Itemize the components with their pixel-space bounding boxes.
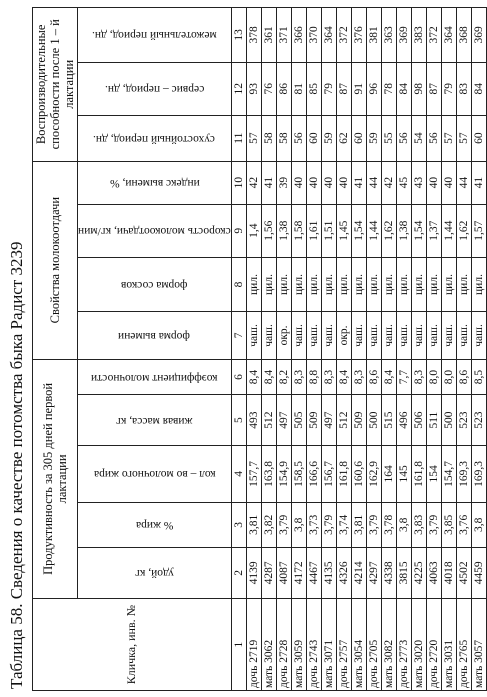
table-cell: чаш.: [411, 312, 426, 359]
table-row: [306, 8, 321, 691]
table-cell: 1,61: [306, 204, 321, 257]
table-cell: 84: [471, 62, 486, 115]
column-header: [78, 547, 232, 599]
table-cell: 58: [261, 115, 276, 161]
table-cell: 98: [411, 62, 426, 115]
table-cell: 496: [396, 395, 411, 445]
table-cell: 368: [456, 8, 471, 63]
table-cell: 161,8: [411, 445, 426, 502]
animal-name-cell: мать 3062: [261, 599, 276, 691]
table-cell: 8,0: [426, 359, 441, 395]
table-cell: 43: [411, 161, 426, 204]
animal-name-cell: мать 3054: [351, 599, 366, 691]
table-cell: цил.: [246, 257, 261, 312]
table-cell: 169,3: [456, 445, 471, 502]
table-cell: 8,4: [381, 359, 396, 395]
table-cell: 3815: [396, 547, 411, 599]
table-cell: 4135: [321, 547, 336, 599]
table-cell: 8,4: [261, 359, 276, 395]
table-cell: 8,4: [336, 359, 351, 395]
table-cell: 383: [411, 8, 426, 63]
table-cell: цил.: [426, 257, 441, 312]
table-row: [456, 8, 471, 691]
table-cell: 500: [441, 395, 456, 445]
table-cell: 86: [276, 62, 291, 115]
table-cell: 363: [381, 8, 396, 63]
column-number: 4: [231, 445, 246, 502]
column-header: [78, 395, 232, 445]
table-cell: 8,0: [441, 359, 456, 395]
animal-name-cell: дочь 2719: [246, 599, 261, 691]
table-cell: 42: [246, 161, 261, 204]
column-header: [78, 445, 232, 502]
table-cell: 164: [381, 445, 396, 502]
table-cell: 59: [321, 115, 336, 161]
table-cell: 3,81: [246, 503, 261, 547]
table-row: [366, 8, 381, 691]
data-table: [32, 7, 487, 691]
table-cell: 1,44: [441, 204, 456, 257]
table-row: [276, 8, 291, 691]
table-cell: 57: [456, 115, 471, 161]
table-cell: 509: [351, 395, 366, 445]
table-cell: 372: [336, 8, 351, 63]
header-reproductive: Воспроизводительные способности после 1 – й лактации: [33, 8, 78, 162]
table-cell: 493: [246, 395, 261, 445]
table-cell: цил.: [366, 257, 381, 312]
table-cell: цил.: [471, 257, 486, 312]
column-header: [78, 8, 232, 63]
animal-name-cell: мать 3071: [321, 599, 336, 691]
table-row: [336, 8, 351, 691]
table-cell: 87: [336, 62, 351, 115]
table-row: [411, 8, 426, 691]
table-cell: 154,9: [276, 445, 291, 502]
table-cell: 76: [261, 62, 276, 115]
table-cell: 44: [366, 161, 381, 204]
animal-name-cell: дочь 2728: [276, 599, 291, 691]
table-cell: чаш.: [456, 312, 471, 359]
table-row: [471, 8, 486, 691]
header-milking: Свойства молокоотдачи: [33, 161, 78, 359]
table-cell: 161,8: [336, 445, 351, 502]
column-header: [78, 359, 232, 395]
table-cell: чаш.: [306, 312, 321, 359]
column-number: 8: [231, 257, 246, 312]
column-header: [78, 115, 232, 161]
table-cell: 1,62: [456, 204, 471, 257]
header-productivity: Продуктивность за 305 дней первой лактации: [33, 359, 78, 599]
table-cell: 158,5: [291, 445, 306, 502]
column-header: [78, 257, 232, 312]
column-number: 6: [231, 359, 246, 395]
table-cell: 57: [246, 115, 261, 161]
table-row: [381, 8, 396, 691]
column-header: [78, 62, 232, 115]
table-cell: 512: [336, 395, 351, 445]
table-cell: 45: [396, 161, 411, 204]
table-cell: 369: [471, 8, 486, 63]
column-number: 11: [231, 115, 246, 161]
table-cell: чаш.: [351, 312, 366, 359]
table-cell: 40: [306, 161, 321, 204]
table-cell: 512: [261, 395, 276, 445]
table-cell: 54: [411, 115, 426, 161]
column-number: 5: [231, 395, 246, 445]
table-cell: 376: [351, 8, 366, 63]
column-header-label: живая масса, кг: [116, 414, 193, 427]
table-cell: 42: [381, 161, 396, 204]
table-cell: цил.: [411, 257, 426, 312]
table-cell: 8,5: [471, 359, 486, 395]
table-cell: 364: [441, 8, 456, 63]
table-cell: 1,62: [381, 204, 396, 257]
table-cell: 60: [351, 115, 366, 161]
table-cell: 4087: [276, 547, 291, 599]
column-header-label: % жира: [135, 519, 174, 532]
table-cell: цил.: [336, 257, 351, 312]
table-cell: 96: [366, 62, 381, 115]
table-cell: 3,79: [366, 503, 381, 547]
table-cell: 156,7: [321, 445, 336, 502]
table-cell: 62: [336, 115, 351, 161]
table-cell: 366: [291, 8, 306, 63]
animal-name-cell: мать 3031: [441, 599, 456, 691]
table-cell: 4172: [291, 547, 306, 599]
column-number: 10: [231, 161, 246, 204]
table-cell: 4225: [411, 547, 426, 599]
column-header-label: удой, кг: [134, 567, 174, 580]
table-cell: цил.: [441, 257, 456, 312]
table-cell: 4287: [261, 547, 276, 599]
table-cell: 7,7: [396, 359, 411, 395]
column-header-label: кол – во молочного жира: [93, 468, 216, 481]
column-header: [78, 312, 232, 359]
table-cell: 1,44: [366, 204, 381, 257]
table-cell: 1,51: [321, 204, 336, 257]
table-cell: 85: [306, 62, 321, 115]
animal-name-cell: мать 3020: [411, 599, 426, 691]
table-cell: 58: [276, 115, 291, 161]
table-row: [246, 8, 261, 691]
table-cell: 169,3: [471, 445, 486, 502]
table-cell: чаш.: [426, 312, 441, 359]
table-cell: окр.: [276, 312, 291, 359]
table-cell: 59: [366, 115, 381, 161]
column-number: 9: [231, 204, 246, 257]
table-cell: 1,4: [246, 204, 261, 257]
table-cell: 505: [291, 395, 306, 445]
table-cell: 523: [471, 395, 486, 445]
animal-name-cell: дочь 2743: [306, 599, 321, 691]
table-cell: 56: [291, 115, 306, 161]
table-cell: 381: [366, 8, 381, 63]
table-cell: 3,8: [471, 503, 486, 547]
column-number: 1: [231, 599, 246, 691]
animal-name-cell: мать 3057: [471, 599, 486, 691]
table-cell: 4338: [381, 547, 396, 599]
table-cell: 3,82: [261, 503, 276, 547]
table-cell: 506: [411, 395, 426, 445]
table-cell: 1,37: [426, 204, 441, 257]
table-row: [261, 8, 276, 691]
table-cell: цил.: [321, 257, 336, 312]
table-cell: 523: [456, 395, 471, 445]
table-cell: окр.: [336, 312, 351, 359]
table-cell: чаш.: [291, 312, 306, 359]
table-cell: 515: [381, 395, 396, 445]
table-cell: 8,3: [351, 359, 366, 395]
table-cell: 162,9: [366, 445, 381, 502]
table-cell: 145: [396, 445, 411, 502]
animal-name-cell: дочь 2720: [426, 599, 441, 691]
table-cell: 3,81: [351, 503, 366, 547]
table-cell: 1,57: [471, 204, 486, 257]
table-cell: 1,58: [291, 204, 306, 257]
table-cell: цил.: [291, 257, 306, 312]
table-cell: 1,38: [396, 204, 411, 257]
table-cell: 3,78: [381, 503, 396, 547]
table-cell: цил.: [306, 257, 321, 312]
header-name: Кличка, инв. №: [33, 599, 232, 691]
table-cell: цил.: [261, 257, 276, 312]
table-cell: 39: [276, 161, 291, 204]
column-number: 13: [231, 8, 246, 63]
table-cell: 40: [321, 161, 336, 204]
table-cell: 8,3: [321, 359, 336, 395]
table-cell: чаш.: [471, 312, 486, 359]
column-header-label: индекс вымени, %: [109, 177, 200, 190]
table-cell: 8,8: [306, 359, 321, 395]
table-cell: 369: [396, 8, 411, 63]
table-cell: 361: [261, 8, 276, 63]
table-cell: 511: [426, 395, 441, 445]
table-cell: 84: [396, 62, 411, 115]
animal-name-cell: дочь 2757: [336, 599, 351, 691]
table-cell: 56: [426, 115, 441, 161]
table-cell: чаш.: [441, 312, 456, 359]
table-cell: 4063: [426, 547, 441, 599]
table-cell: 78: [381, 62, 396, 115]
table-cell: цил.: [396, 257, 411, 312]
table-cell: 509: [306, 395, 321, 445]
table-cell: чаш.: [321, 312, 336, 359]
table-cell: 3,85: [441, 503, 456, 547]
column-header-label: форма сосков: [121, 279, 188, 291]
table-cell: 87: [426, 62, 441, 115]
column-header-label: скорость молокоотдачи, кг/мин: [78, 225, 231, 238]
column-header: [78, 204, 232, 257]
table-cell: 154: [426, 445, 441, 502]
table-cell: 3,74: [336, 503, 351, 547]
table-cell: 4502: [456, 547, 471, 599]
column-header: [78, 503, 232, 547]
column-header-label: сухостойный период, дн.: [93, 132, 216, 145]
column-number: 7: [231, 312, 246, 359]
table-cell: 497: [276, 395, 291, 445]
table-cell: 8,6: [366, 359, 381, 395]
table-cell: 91: [351, 62, 366, 115]
table-cell: цил.: [351, 257, 366, 312]
animal-name-cell: мать 3082: [381, 599, 396, 691]
table-cell: 163,8: [261, 445, 276, 502]
table-cell: 56: [396, 115, 411, 161]
column-number: 3: [231, 503, 246, 547]
table-cell: 1,54: [411, 204, 426, 257]
table-cell: 8,4: [246, 359, 261, 395]
table-cell: 41: [351, 161, 366, 204]
table-cell: 378: [246, 8, 261, 63]
table-cell: 40: [336, 161, 351, 204]
table-cell: 60: [306, 115, 321, 161]
animal-name-cell: мать 3059: [291, 599, 306, 691]
table-cell: 83: [456, 62, 471, 115]
table-cell: 4326: [336, 547, 351, 599]
table-cell: 44: [456, 161, 471, 204]
table-row: [351, 8, 366, 691]
table-cell: чаш.: [396, 312, 411, 359]
table-row: [441, 8, 456, 691]
table-cell: 79: [441, 62, 456, 115]
column-header: [78, 161, 232, 204]
table-cell: 40: [426, 161, 441, 204]
column-number: 12: [231, 62, 246, 115]
table-cell: 40: [441, 161, 456, 204]
table-cell: 4214: [351, 547, 366, 599]
table-cell: 3,76: [456, 503, 471, 547]
table-row: [426, 8, 441, 691]
table-title: Таблица 58. Сведения о качестве потомства быка Радист 3239: [7, 241, 26, 689]
table-cell: 3,79: [321, 503, 336, 547]
table-cell: 4139: [246, 547, 261, 599]
table-cell: 3,79: [426, 503, 441, 547]
table-cell: 372: [426, 8, 441, 63]
table-cell: 81: [291, 62, 306, 115]
table-cell: 79: [321, 62, 336, 115]
column-header-label: форма вымени: [118, 329, 191, 342]
column-header-label: межотельный период, дн.: [92, 29, 217, 42]
animal-name-cell: дочь 2765: [456, 599, 471, 691]
column-header-label: сервис – период, дн.: [104, 83, 205, 96]
table-cell: 3,73: [306, 503, 321, 547]
table-cell: 497: [321, 395, 336, 445]
table-cell: 40: [291, 161, 306, 204]
table-cell: 8,2: [276, 359, 291, 395]
table-cell: 8,6: [456, 359, 471, 395]
table-cell: 157,7: [246, 445, 261, 502]
table-cell: чаш.: [246, 312, 261, 359]
column-number: 2: [231, 547, 246, 599]
table-cell: цил.: [276, 257, 291, 312]
table-cell: 4467: [306, 547, 321, 599]
table-cell: 41: [471, 161, 486, 204]
table-cell: чаш.: [366, 312, 381, 359]
table-row: [291, 8, 306, 691]
table-cell: чаш.: [381, 312, 396, 359]
table-cell: 364: [321, 8, 336, 63]
table-cell: 60: [471, 115, 486, 161]
table-cell: 1,56: [261, 204, 276, 257]
table-cell: 3,79: [276, 503, 291, 547]
table-cell: 370: [306, 8, 321, 63]
table-cell: 4297: [366, 547, 381, 599]
table-cell: цил.: [381, 257, 396, 312]
table-cell: 166,6: [306, 445, 321, 502]
table-cell: 93: [246, 62, 261, 115]
table-cell: 4018: [441, 547, 456, 599]
table-cell: цил.: [456, 257, 471, 312]
table-cell: 371: [276, 8, 291, 63]
table-cell: 160,6: [351, 445, 366, 502]
table-cell: 3,83: [411, 503, 426, 547]
table-cell: 1,38: [276, 204, 291, 257]
table-row: [396, 8, 411, 691]
table-cell: 41: [261, 161, 276, 204]
table-cell: 8,3: [411, 359, 426, 395]
table-cell: 55: [381, 115, 396, 161]
table-cell: 4459: [471, 547, 486, 599]
table-cell: 3,8: [396, 503, 411, 547]
table-cell: 500: [366, 395, 381, 445]
table-cell: 3,8: [291, 503, 306, 547]
table-cell: 57: [441, 115, 456, 161]
table-row: [321, 8, 336, 691]
table-cell: 1,45: [336, 204, 351, 257]
table-cell: 8,3: [291, 359, 306, 395]
animal-name-cell: дочь 2705: [366, 599, 381, 691]
table-cell: 154,7: [441, 445, 456, 502]
table-cell: чаш.: [261, 312, 276, 359]
table-cell: 1,54: [351, 204, 366, 257]
column-header-label: коэффициент молочности: [91, 371, 218, 384]
animal-name-cell: дочь 2773: [396, 599, 411, 691]
